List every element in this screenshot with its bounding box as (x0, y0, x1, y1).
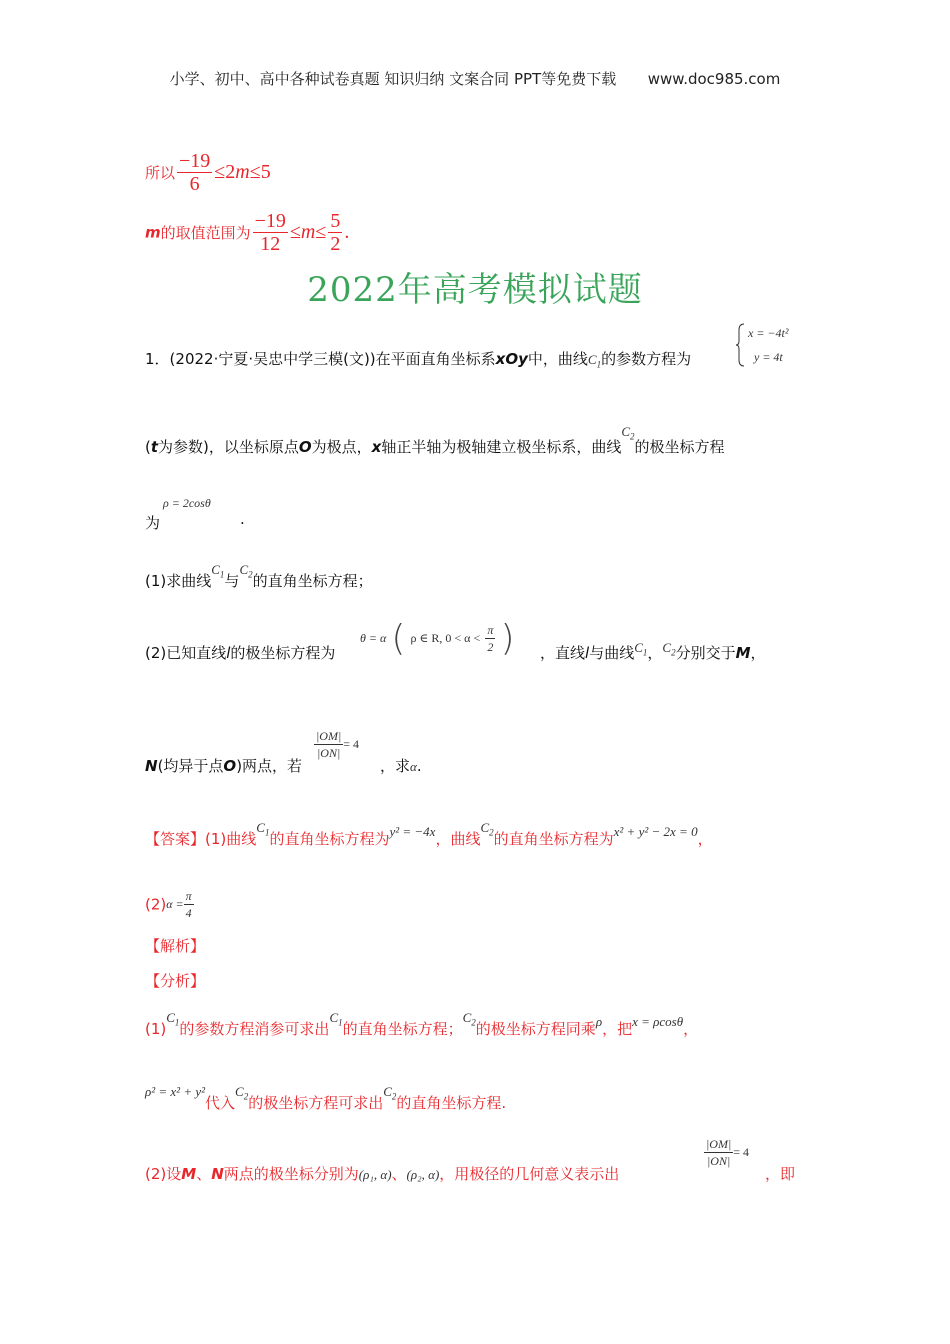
paren-right: ) (500, 618, 515, 659)
alpha-eq: α = (166, 897, 184, 911)
curve-c1: $C_1$ (211, 562, 225, 580)
fraction: $\frac{|OM|}{|ON|}$ (706, 1137, 732, 1168)
section-title: 2022年高考模拟试题 (307, 270, 643, 310)
paren-left: ( (391, 618, 406, 659)
fraction: $\frac{\pi}{4}$ (185, 889, 192, 920)
question-line-3: 为 (145, 514, 161, 532)
jiexi-label: 【解析】 (145, 937, 206, 955)
question-line-2: (t为参数)，以坐标原点O为极点，x轴正半轴为极轴建立极坐标系，曲线$C_2$的极坐标方程 (145, 424, 725, 456)
line-polar-eq (360, 618, 514, 659)
left-brace-icon (736, 322, 746, 368)
var-m: M (735, 644, 751, 662)
denominator: 2 (330, 233, 341, 255)
fraction (177, 150, 212, 195)
conv-eq-2: ρ² = x² + y² (145, 1084, 206, 1099)
analysis-line-3-tail: ，即 (765, 1165, 796, 1183)
condition: ρ ∈ R, 0 < α < (410, 631, 481, 645)
period: . (240, 510, 245, 528)
header-site: www.doc985.com (647, 70, 781, 88)
var-rho: ρ (595, 1014, 603, 1029)
fraction: $\frac{|OM|}{|ON|}$ (316, 729, 342, 760)
ratio-eq-2 (704, 1136, 749, 1169)
numerator: 5 (330, 210, 341, 232)
fraction (253, 210, 288, 255)
curve-c1: $C_1$ (256, 820, 270, 838)
denominator: 12 (260, 233, 281, 255)
var-m: M (181, 1165, 197, 1183)
ineq-part: ≤2 (214, 161, 236, 183)
var-m: m (235, 161, 250, 183)
eq-value: = 4 (733, 1145, 750, 1159)
numerator: −19 (179, 150, 211, 172)
answer-label: 【答案】 (145, 830, 206, 848)
analysis-line-1: $(1)C_1$的参数方程消参可求出$C_1$的直角坐标方程；$C_2$的极坐标方程同乘ρ，把x = ρcosθ， (145, 1010, 699, 1038)
answer-eq-1: y² = −4x (389, 824, 436, 839)
polar-point-n: (ρ₂, α) (406, 1167, 440, 1182)
le-sign: ≤ (315, 221, 327, 243)
curve-c2: $C_2$ (239, 562, 253, 580)
question-text: 1．(2022·宁夏·吴忠中学三模(文))在平面直角坐标系 (145, 350, 496, 368)
part-2-ask: ，求α. (380, 757, 422, 775)
var-alpha: α (410, 759, 417, 774)
curve-c2: $C_2$ (462, 1010, 476, 1028)
curve-c2: $C_2$ (235, 1084, 249, 1102)
question-text: 的参数方程为 (601, 350, 692, 368)
prev-line-1 (145, 150, 271, 195)
polar-point-m: (ρ₁, α) (358, 1167, 392, 1182)
param-x-eq: x = −4t² (748, 326, 789, 340)
part-1: (1)求曲线$C_1$与$C_2$的直角坐标方程； (145, 562, 373, 590)
var-xoy: xOy (495, 350, 528, 368)
part-2: (2)已知直线l的极坐标方程为 (145, 644, 336, 662)
eq-value: = 4 (343, 737, 360, 751)
curve-c1: $C_1$ (329, 1010, 343, 1028)
curve-c2: $C_2$ (621, 424, 635, 442)
param-y-eq: y = 4t (754, 350, 783, 364)
answer-line-2: (2)α = $\frac{\pi}{4}$ (145, 889, 192, 920)
fenxi-label: 【分析】 (145, 972, 206, 990)
var-n: N (145, 757, 158, 775)
prev-line-2 (145, 210, 349, 255)
var-l: l (226, 644, 231, 662)
var-o: O (298, 438, 312, 456)
header-text: 小学、初中、高中各种试卷真题 知识归纳 文案合同 PPT等免费下载 (169, 70, 617, 88)
var-m: m (145, 223, 161, 242)
fraction: $\frac{\pi}{2}$ (487, 623, 494, 654)
var-o: O (223, 757, 237, 775)
question-line-1 (145, 348, 691, 370)
ratio-eq (314, 728, 359, 761)
var-l: l (585, 644, 590, 662)
curve-c2: $C_2$ (383, 1084, 397, 1102)
curve-c1: $C_1$ (166, 1010, 180, 1028)
curve-c1: $C_1$ (587, 352, 602, 370)
polar-eq-c2: ρ = 2cosθ (163, 496, 211, 510)
period: . (344, 221, 350, 243)
curve-c1: $C_1$ (634, 640, 648, 658)
curve-c2: $C_2$ (480, 820, 494, 838)
answer-line-1: 【答案】(1)曲线$C_1$的直角坐标方程为y² = −4x，曲线$C_2$的直角坐标方程为x² + y² − 2x = 0， (145, 820, 713, 848)
part-2-cont: ，直线l与曲线$C_1$，$C_2$分别交于M， (540, 640, 766, 662)
question-text: 中，曲线 (527, 350, 588, 368)
denominator: 6 (189, 173, 200, 195)
var-n: N (211, 1165, 224, 1183)
analysis-line-3: (2)设M、N两点的极坐标分别为(ρ₁, α)、(ρ₂, α)，用极径的几何意义表示出 (145, 1165, 620, 1183)
numerator: −19 (254, 210, 286, 232)
var-m: m (300, 221, 316, 243)
ineq-tail: ≤5 (249, 161, 271, 183)
page-header (0, 68, 950, 89)
le-sign: ≤ (289, 221, 301, 243)
prev-line-1-prefix: 所以 (145, 164, 176, 182)
var-x: x (371, 438, 382, 456)
conv-eq: x = ρcosθ (632, 1014, 684, 1029)
prev-line-2-prefix: 的取值范围为 (160, 224, 251, 242)
var-t: t (150, 438, 159, 456)
fraction (328, 210, 342, 255)
theta-eq: θ = α (360, 631, 387, 645)
answer-eq-2: x² + y² − 2x = 0 (613, 824, 698, 839)
analysis-line-2: ρ² = x² + y²代入$C_2$的极坐标方程可求出$C_2$的直角坐标方程. (145, 1084, 507, 1112)
curve-c2: $C_2$ (662, 640, 676, 658)
part-2-line-2: N(均异于点O)两点，若 (145, 757, 303, 775)
